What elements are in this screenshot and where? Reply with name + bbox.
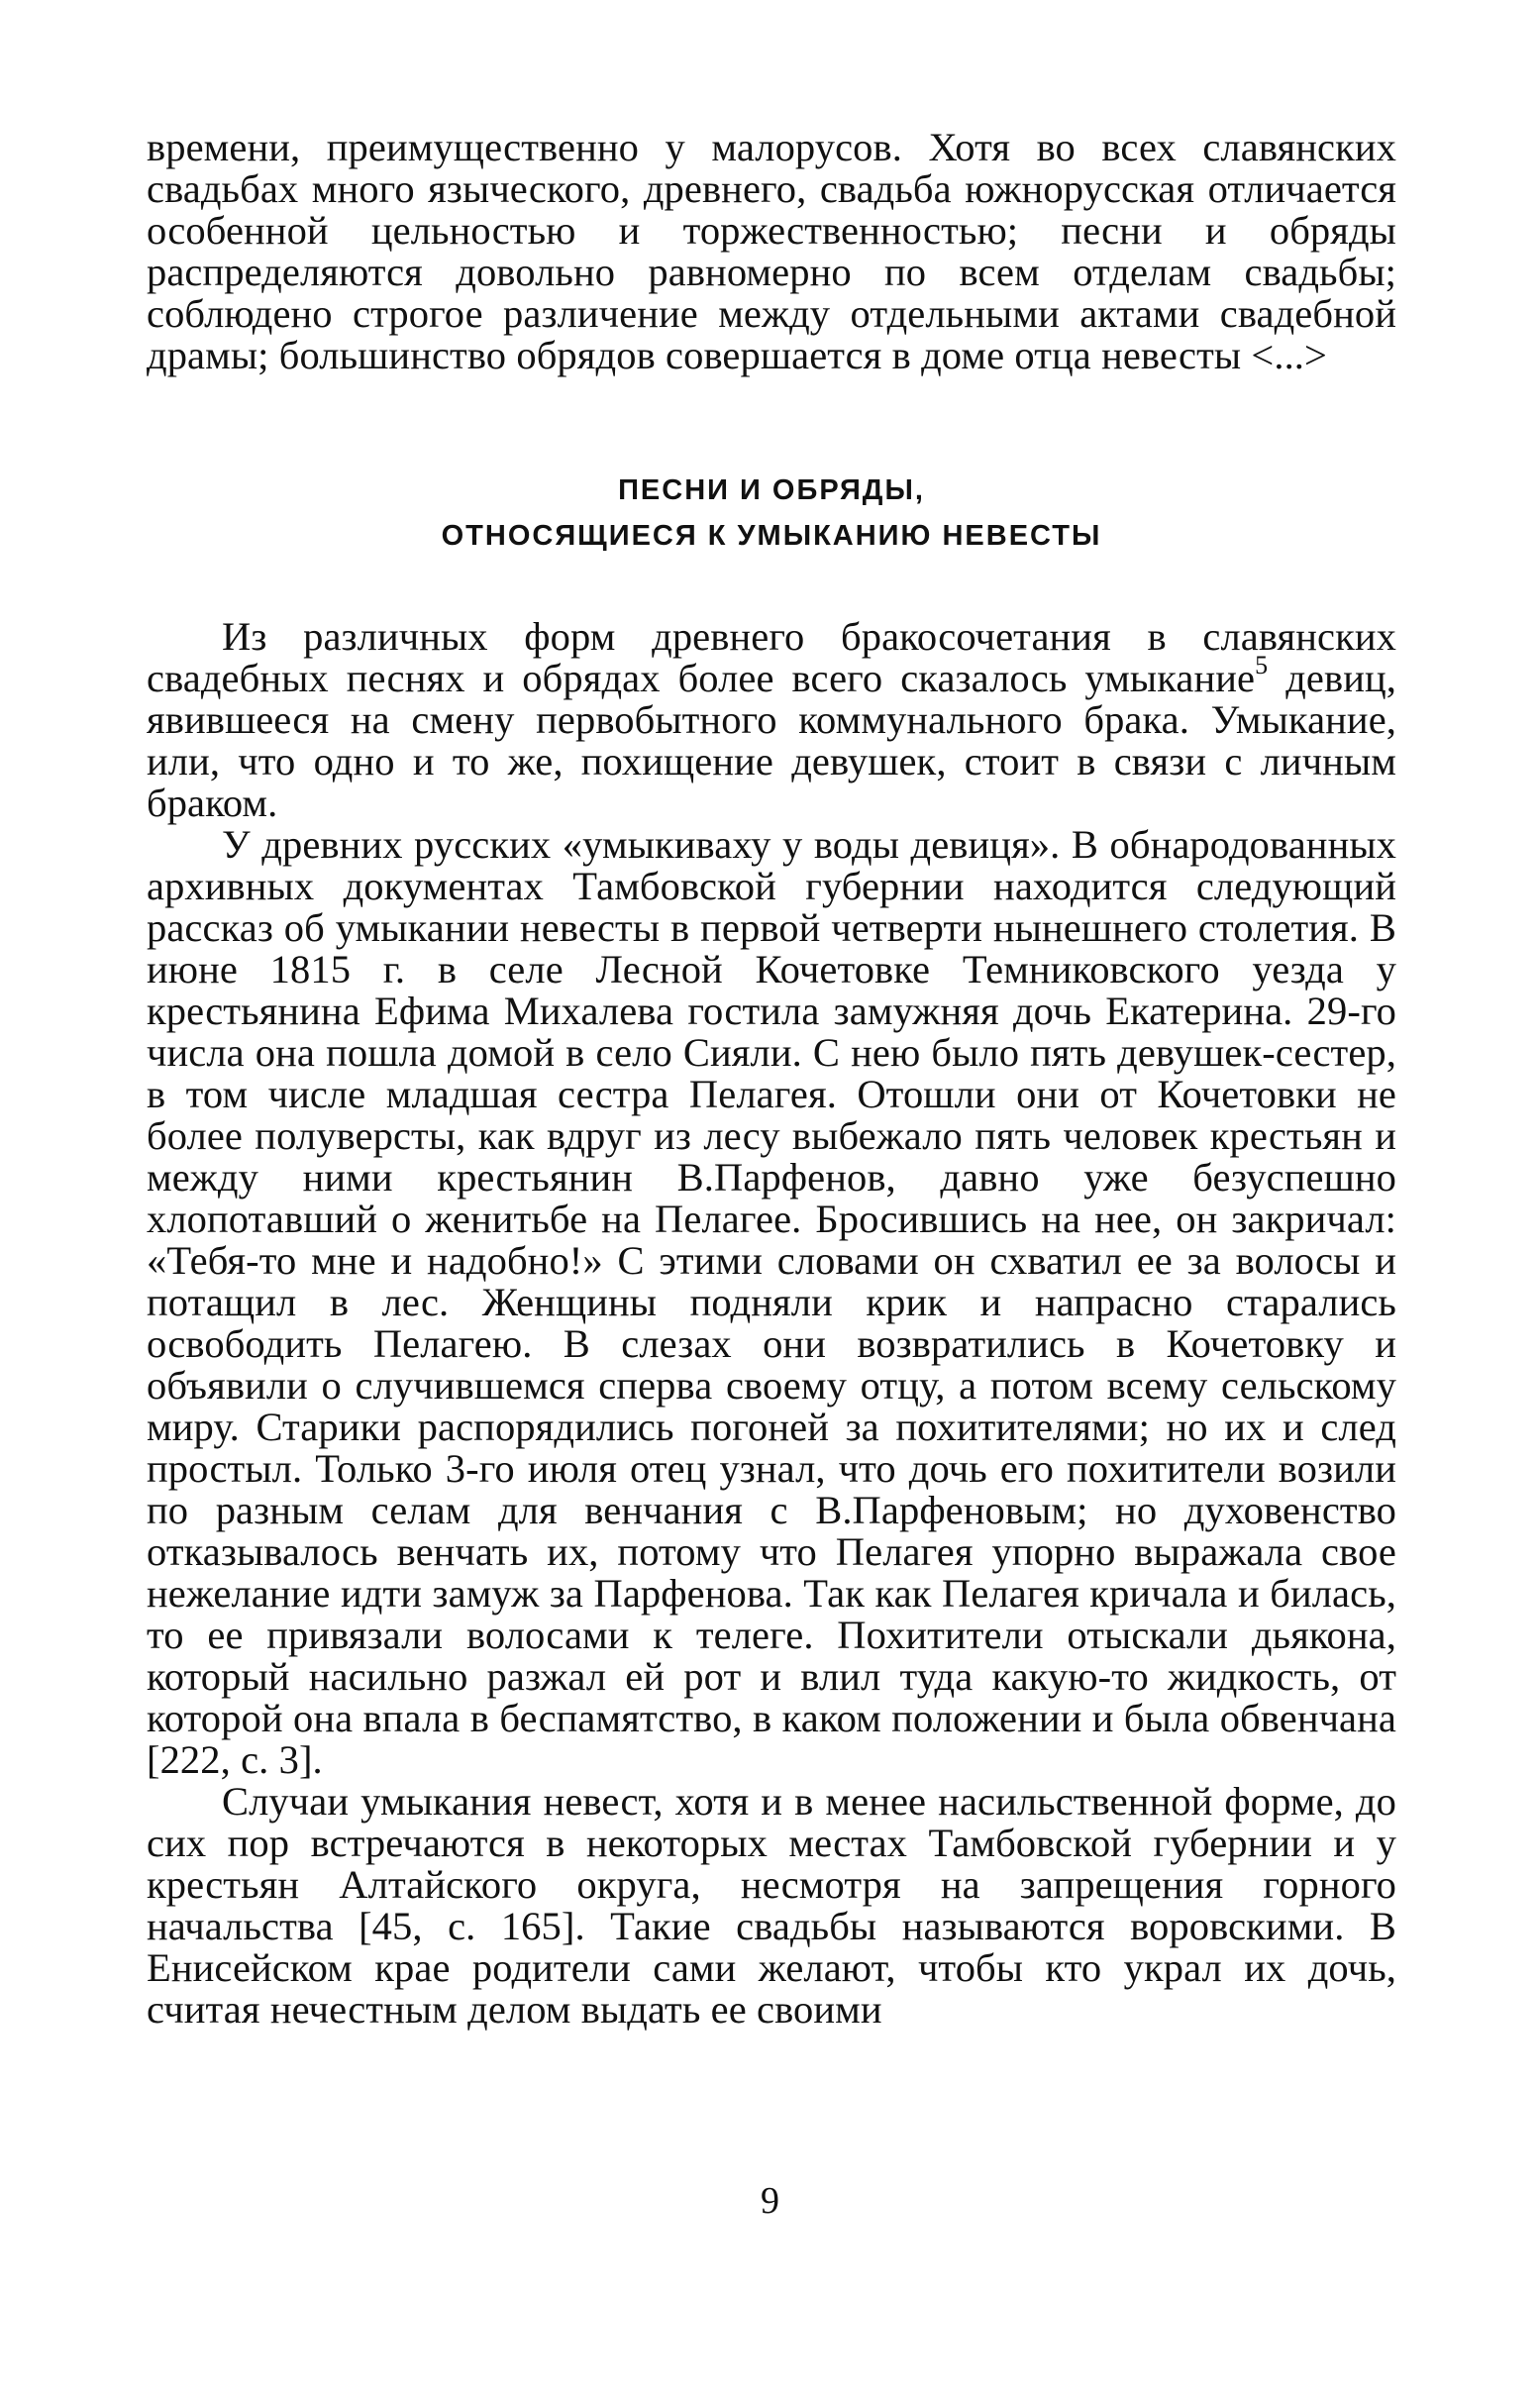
paragraph-tambov-story: У древних русских «умыкиваху у воды девиця». В обнародованных архивных документах Тамбовской губернии находится следующий рассказ об умыкании невесты в первой четверти нынешнего столетия. В июне 1815 г. в селе Лесной Кочетовке Темниковского уезда у крестьянина Ефима Михалева гостила замужняя дочь Екатерина. 29-го числа она пошла домой в село Сияли. С нею было пять девушек-сестер, в том числе младшая сестра Пелагея. Отошли они от Кочетовки не более полуверсты, как вдруг из лесу выбежало пять человек крестьян и между ними крестьянин В.Парфенов, давно уже безуспешно хлопотавший о женитьбе на Пелагее. Бросившись на нее, он закричал: «Тебя-то мне и надобно!» С этими словами он схватил ее за волосы и потащил в лес. Женщины подняли крик и напрасно старались освободить Пелагею. В слезах они возвратились в Кочетовку и объявили о случившемся сперва своему отцу, а потом всему сельскому миру. Старики распорядились погоней за похитителями; но их и след простыл. Только 3-го июля отец узнал, что дочь его похитители возили по разным селам для венчания с В.Парфеновым; но духовенство отказывалось венчать их, потому что Пелагея упорно выражала свое нежелание идти замуж за Парфенова. Так как Пелагея кричала и билась, то ее привязали волосами к телеге. Похитители отыскали дьякона, который насильно разжал ей рот и влил туда какую-то жидкость, от которой она впала в беспамятство, в каком положении и была обвенчана [222, с. 3]. (147, 822, 1396, 1782)
paragraph-abduction-cases: Случаи умыкания невест, хотя и в менее насильственной форме, до сих пор встречаются в некоторых местах Тамбовской губернии и у крестьян Алтайского округа, несмотря на запрещения горного начальства [45, с. 165]. Такие свадьбы называются воровскими. В Енисейском крае родители сами желают, чтобы кто украл их дочь, считая нечестным делом выдать ее своими (147, 1779, 1396, 2032)
footnote-marker: 5 (1255, 650, 1269, 679)
paragraph-opening: времени, преимущественно у малорусов. Хотя во всех славянских свадьбах много языческого, древнего, свадьба южнорусская отличается особенной цельностью и торжественностью; песни и обряды распределяются довольно равномерно по всем отделам свадьбы; соблюдено строгое различение между отдельными актами свадебной драмы; большинство обрядов совершается в доме отца невесты <...> (147, 125, 1396, 377)
section-heading-line-2: ОТНОСЯЩИЕСЯ К УМЫКАНИЮ НЕВЕСТЫ (441, 520, 1102, 552)
paragraph-abduction-intro-text: Из различных форм древнего бракосочетания в славянских свадебных песнях и обрядах более всего сказалось умыкание (147, 614, 1396, 700)
section-heading-line-1: ПЕСНИ И ОБРЯДЫ, (618, 474, 925, 506)
section-heading (147, 468, 1396, 559)
page-number: 9 (761, 2180, 779, 2222)
paragraph-abduction-intro (147, 616, 1396, 824)
paragraph-abduction-intro-rest: девиц, явившееся на смену первобытного коммунального брака. Умыкание, или, что одно и то же, похищение девушек, стоит в связи с личным браком. (147, 656, 1396, 825)
page-body (147, 127, 1396, 2031)
